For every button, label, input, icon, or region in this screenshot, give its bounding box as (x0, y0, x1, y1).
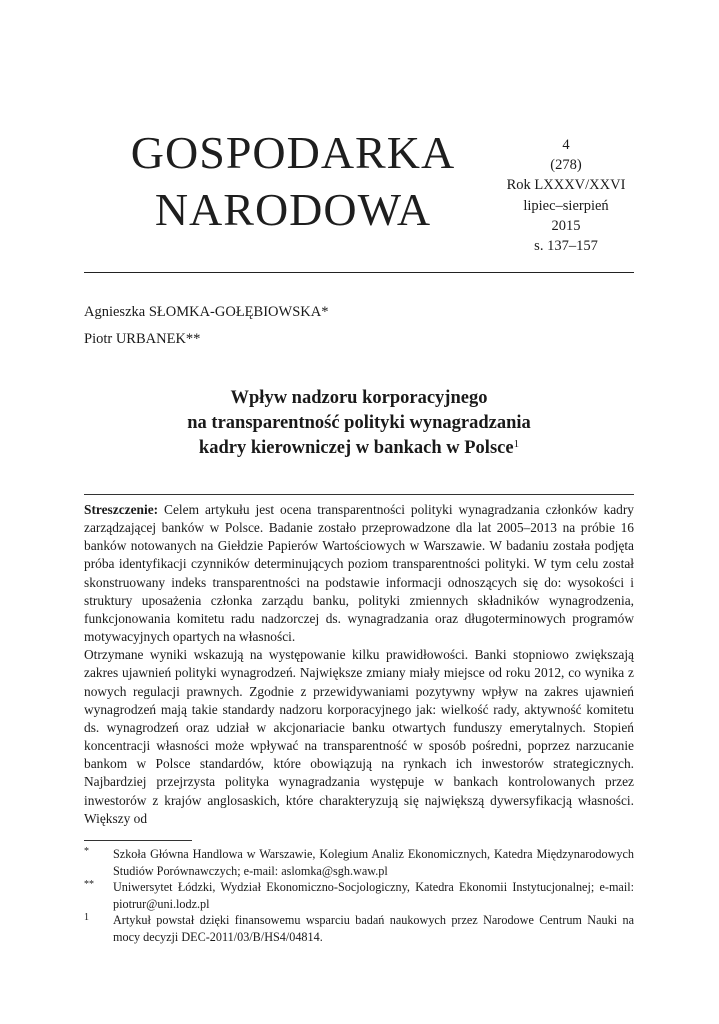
year-volume: Rok LXXXV/XXVI (506, 177, 626, 194)
footnotes (84, 846, 634, 945)
footnote-1-mark: * (84, 846, 89, 857)
footnote-2 (84, 879, 634, 912)
article-title-line3-text: kadry kierowniczej w bankach w Polsce (198, 438, 514, 458)
journal-title-line2: NARODOWA (154, 184, 432, 235)
journal-title-line1: GOSPODARKA (130, 127, 456, 178)
abstract-paragraph-1 (84, 501, 634, 646)
issue-total: (278) (550, 157, 582, 174)
journal-title (108, 124, 478, 238)
article-title-line1: Wpływ nadzoru korporacyjnego (230, 388, 488, 408)
footnote-divider (84, 840, 192, 841)
abstract-divider (84, 494, 634, 495)
article-title-line3 (84, 436, 634, 461)
footnote-2-text: Uniwersytet Łódzki, Wydział Ekonomiczno-Socjologiczny, Katedra Ekonomii Instytucjonalnej; e-mail: piotrur@uni.lodz.pl (113, 880, 634, 911)
footnote-2-mark: ** (84, 879, 94, 890)
author-2: Piotr URBANEK** (84, 331, 201, 347)
abstract-label: Streszczenie: (84, 502, 159, 517)
header-divider (84, 272, 634, 273)
article-title-line2: na transparentność polityki wynagradzania (187, 413, 531, 433)
abstract (84, 501, 634, 828)
footnote-1 (84, 846, 634, 879)
article-title (84, 386, 634, 461)
issue-number: 4 (562, 137, 570, 153)
issue-pages: s. 137–157 (534, 238, 598, 255)
issue-year: 2015 (551, 217, 581, 234)
issue-info (506, 135, 626, 256)
abstract-paragraph-1-text: Celem artykułu jest ocena transparentności polityki wynagradzania członków kadry zarządzającej banków w Polsce. Badanie zostało przeprowadzone dla lat 2005–2013 na próbie 16 banków notowanych na Giełdzie Papierów Wartościowych w Warszawie. W badaniu została podjęta próba identyfikacji czynników determinujących poziom transparentności polityki. W tym celu został skonstruowany indeks transparentności na podstawie informacji odnoszących się do: wysokości i struktury uposażenia członka zarządu banku, polityki zmiennych składników wynagrodzenia, funkcjonowania komitetu radu nadzorczej ds. wynagradzania oraz długoterminowych programów motywacyjnych opartych na własności. (84, 502, 634, 645)
footnote-3 (84, 912, 634, 945)
footnote-1-text: Szkoła Główna Handlowa w Warszawie, Kolegium Analiz Ekonomicznych, Katedra Międzynarodowych Studiów Porównawczych; e-mail: aslomka@sgh.waw.pl (113, 847, 634, 878)
issue-months: lipiec–sierpień (523, 197, 609, 214)
title-footnote-mark: 1 (513, 438, 520, 450)
abstract-paragraph-2: Otrzymane wyniki wskazują na występowanie kilku prawidłowości. Banki stopniowo zwiększają zakres ujawnień polityki wynagrodzeń. Największe zmiany miały miejsce od roku 2012, co wynika z nowych regulacji prawnych. Zgodnie z przewidywaniami pozytywny wpływ na zakres ujawnień wynagrodzeń mają takie standardy nadzoru korporacyjnego jak: wielkość rady, aktywność komitetu ds. wynagrodzeń oraz udział w akcjonariacie banku otwartych funduszy emerytalnych. Stopień koncentracji własności może wpływać na transparentność w sposób pośredni, poprzez narzucanie bankom w Polsce standardów, które obowiązują na rynkach ich inwestorów strategicznych. Najbardziej przejrzysta polityka wynagradzania występuje w bankach kontrolowanych przez inwestorów z krajów anglosaskich, które charakteryzują się największą dywersyfikacją własności. Większy od (84, 647, 634, 826)
author-1: Agnieszka SŁOMKA-GOŁĘBIOWSKA* (84, 304, 329, 320)
footnote-3-text: Artykuł powstał dzięki finansowemu wsparciu badań naukowych przez Narodowe Centrum Nauki na mocy decyzji DEC-2011/03/B/HS4/04814. (113, 913, 634, 944)
footnote-3-mark: 1 (84, 912, 89, 923)
